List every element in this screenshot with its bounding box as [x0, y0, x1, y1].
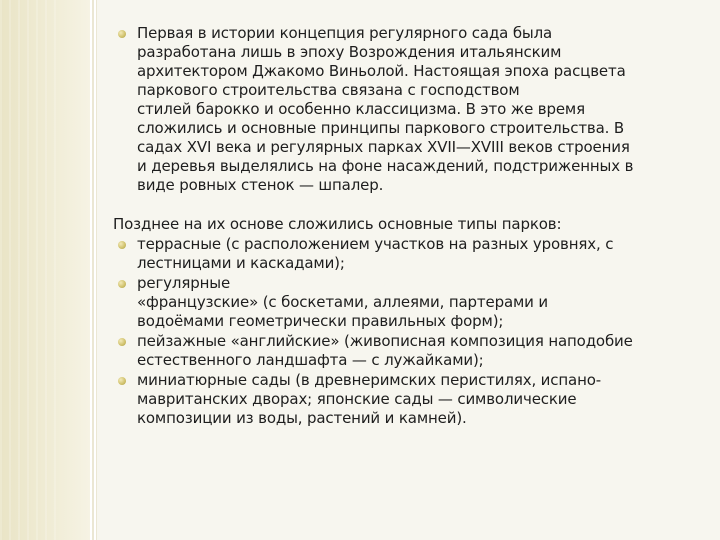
text-line: стилей барокко и особенно классицизма. В это же время	[137, 100, 585, 118]
slide-content	[113, 24, 688, 428]
bullet-icon	[118, 280, 126, 288]
history-paragraph	[113, 24, 688, 195]
park-type-item-landscape	[113, 332, 688, 370]
text-line: виде ровных стенок — шпалер.	[137, 176, 384, 194]
text-line: и деревья выделялись на фоне насаждений, подстриженных в	[137, 157, 634, 175]
text-line: садах XVI века и регулярных парках XVII—XVIII веков строения	[137, 138, 630, 156]
text-line: миниатюрные сады (в древнеримских перистилях, испано-	[137, 371, 602, 389]
park-type-item-terraced	[113, 235, 688, 273]
text-line: естественного ландшафта — с лужайками);	[137, 351, 484, 369]
text-line: лестницами и каскадами);	[137, 254, 345, 272]
text-line: сложились и основные принципы паркового строительства. В	[137, 119, 625, 137]
text-line: Первая в истории концепция регулярного сада была	[137, 24, 553, 42]
text-line: террасные (с расположением участков на разных уровнях, с	[137, 235, 614, 253]
text-line: регулярные	[137, 274, 231, 292]
bullet-icon	[118, 338, 126, 346]
text-line: пейзажные «английские» (живописная композиция наподобие	[137, 332, 633, 350]
text-line: водоёмами геометрически правильных форм);	[137, 312, 504, 330]
park-types-intro: Позднее на их основе сложились основные типы парков:	[113, 215, 562, 233]
decorative-divider-line	[90, 0, 92, 540]
decorative-side-band	[0, 0, 90, 540]
text-line: паркового строительства связана с господством	[137, 81, 520, 99]
bullet-icon	[118, 241, 126, 249]
text-line: разработана лишь в эпоху Возрождения итальянским	[137, 43, 562, 61]
park-type-item-regular	[113, 274, 688, 331]
text-line: мавританских дворах; японские сады — символические	[137, 390, 577, 408]
bullet-icon	[118, 377, 126, 385]
bullet-icon	[118, 30, 126, 38]
decorative-divider-line	[94, 0, 96, 540]
park-type-item-miniature	[113, 371, 688, 428]
text-line: архитектором Джакомо Виньолой. Настоящая эпоха расцвета	[137, 62, 626, 80]
text-line: «французские» (с боскетами, аллеями, партерами и	[137, 293, 548, 311]
text-line: композиции из воды, растений и камней).	[137, 409, 467, 427]
